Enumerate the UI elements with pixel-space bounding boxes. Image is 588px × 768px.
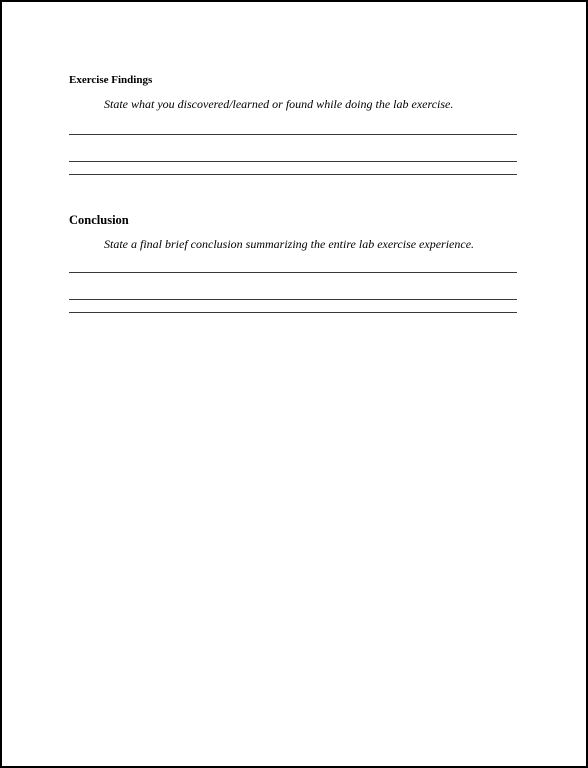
exercise-findings-answer-line-2 <box>69 161 517 162</box>
conclusion-heading: Conclusion <box>69 213 129 227</box>
conclusion-answer-line-2 <box>69 299 517 300</box>
conclusion-answer-line-1 <box>69 272 517 273</box>
exercise-findings-answer-line-1 <box>69 134 517 135</box>
exercise-findings-heading: Exercise Findings <box>69 74 153 86</box>
exercise-findings-instruction: State what you discovered/learned or found while doing the lab exercise. <box>104 97 454 111</box>
conclusion-answer-line-3 <box>69 312 517 313</box>
exercise-findings-answer-line-3 <box>69 174 517 175</box>
conclusion-instruction: State a final brief conclusion summarizing the entire lab exercise experience. <box>104 237 475 251</box>
